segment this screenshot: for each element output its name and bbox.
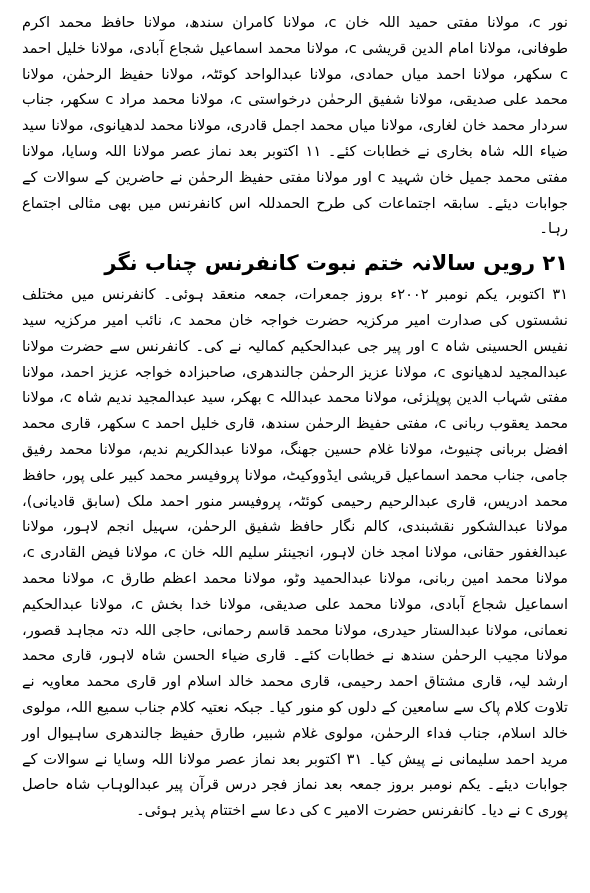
- section-heading: ۲۱ رویں سالانہ ختم نبوت کانفرنس چناب نگر: [104, 251, 568, 276]
- conference-paragraph: ۳۱ اکتوبر، یکم نومبر ۲۰۰۲ء بروز جمعرات، جمعہ منعقد ہوئی۔ کانفرنس میں مختلف نشستوں کی صدارت امیر مرکزیہ حضرت خواجہ خان محمد c، نائب امیر مرکزیہ سید نفیس الحسینی شاہ c اور پیر جی عبدالحکیم کمالیہ نے کی۔ کانفرنس سے حضرت مولانا عبدالمجید لدھیانوی c، مولانا عزیز الرحمٰن جالندھری، صاحبزادہ خواجہ عزیز احمد، مولانا مفتی شہاب الدین پوپلزئی، مولانا محمد عبداللہ c بھکر، سید عبدالمجید ندیم شاہ c، مولانا محمد یعقوب ربانی c، مفتی حفیظ الرحمٰن سندھ، قاری خلیل احمد c سکھر، قاری محمد افضل بربانی چنیوٹ، مولانا غلام حسین جھنگ، مولانا عبدالکریم ندیم، مولانا محمد رفیق جامی، جناب محمد اسماعیل قریشی ایڈووکیٹ، مولانا پروفیسر محمد کبیر علی پور، حافظ محمد ادریس، قاری عبدالرحیم رحیمی کوئٹہ، پروفیسر منور احمد ملک (سابق قادیانی)، مولانا عبدالشکور نقشبندی، کالم نگار حافظ شفیق الرحمٰن، سہیل انجم لاہور، مولانا عبدالغفور حقانی، مولانا امجد خان لاہور، انجینئر سلیم اللہ خان c، مولانا فیض القادری c، مولانا محمد امین ربانی، مولانا عبدالحمید وٹو، مولانا محمد اعظم طارق c، مولانا محمد اسماعیل شجاع آبادی، مولانا محمد علی صدیقی، مولانا خدا بخش c، مولانا عبدالحکیم نعمانی، مولانا عبدالستار حیدری، مولانا محمد قاسم رحمانی، حاجی اللہ دتہ مجاہد قصور، مولانا مجیب الرحمٰن سندھ نے خطابات کئے۔ قاری ضیاء الحسن شاہ لاہور، قاری محمد ارشد لیہ، قاری مشتاق احمد رحیمی، قاری محمد خالد اسلام اور قاری محمد معاویہ نے تلاوت کلام پاک سے سامعین کے دلوں کو منور کیا۔ جبکہ نعتیہ کلام جناب سمیع اللہ، مولوی خالد اسلام، جناب فداء الرحمٰن، مولوی غلام شبیر، طارق حفیظ جالندھری ساہیوال اور مرید احمد سلیمانی نے پیش کیا۔ ۳۱ اکتوبر بعد نماز عصر مولانا اللہ وسایا نے سوالات کے جوابات دیئے۔ یکم نومبر بروز جمعہ بعد نماز فجر درس قرآن پیر عبدالوہاب شاہ حاصل پوری c نے دیا۔ کانفرنس حضرت الامیر c کی دعا سے اختتام پذیر ہوئی۔: [22, 286, 569, 820]
- intro-paragraph: نور c، مولانا مفتی حمید اللہ خان c، مولانا کامران سندھ، مولانا حافظ محمد اکرم طوفانی، مولانا امام الدین قریشی c، مولانا محمد اسماعیل شجاع آبادی، مولانا خلیل احمد c سکھر، مولانا احمد میاں حمادی، مولانا عبدالواحد کوئٹہ، مولانا حفیظ الرحمٰن، مولانا محمد علی صدیقی، مولانا شفیق الرحمٰن درخواستی c، مولانا محمد مراد c سکھر، جناب سردار محمد خان لغاری، مولانا میاں محمد اجمل قادری، مولانا محمد لدھیانوی، مولانا سید ضیاء اللہ شاہ بخاری نے خطابات کئے۔ ۱۱ اکتوبر بعد نماز عصر مولانا اللہ وسایا، مولانا مفتی محمد جمیل خان شہید c اور مولانا مفتی حفیظ الرحمٰن نے حاضرین کے سوالات کے جوابات دیئے۔ سابقہ اجتماعات کی طرح الحمدللہ اس کانفرنس میں بھی مثالی اجتماع رہا۔: [22, 14, 569, 238]
